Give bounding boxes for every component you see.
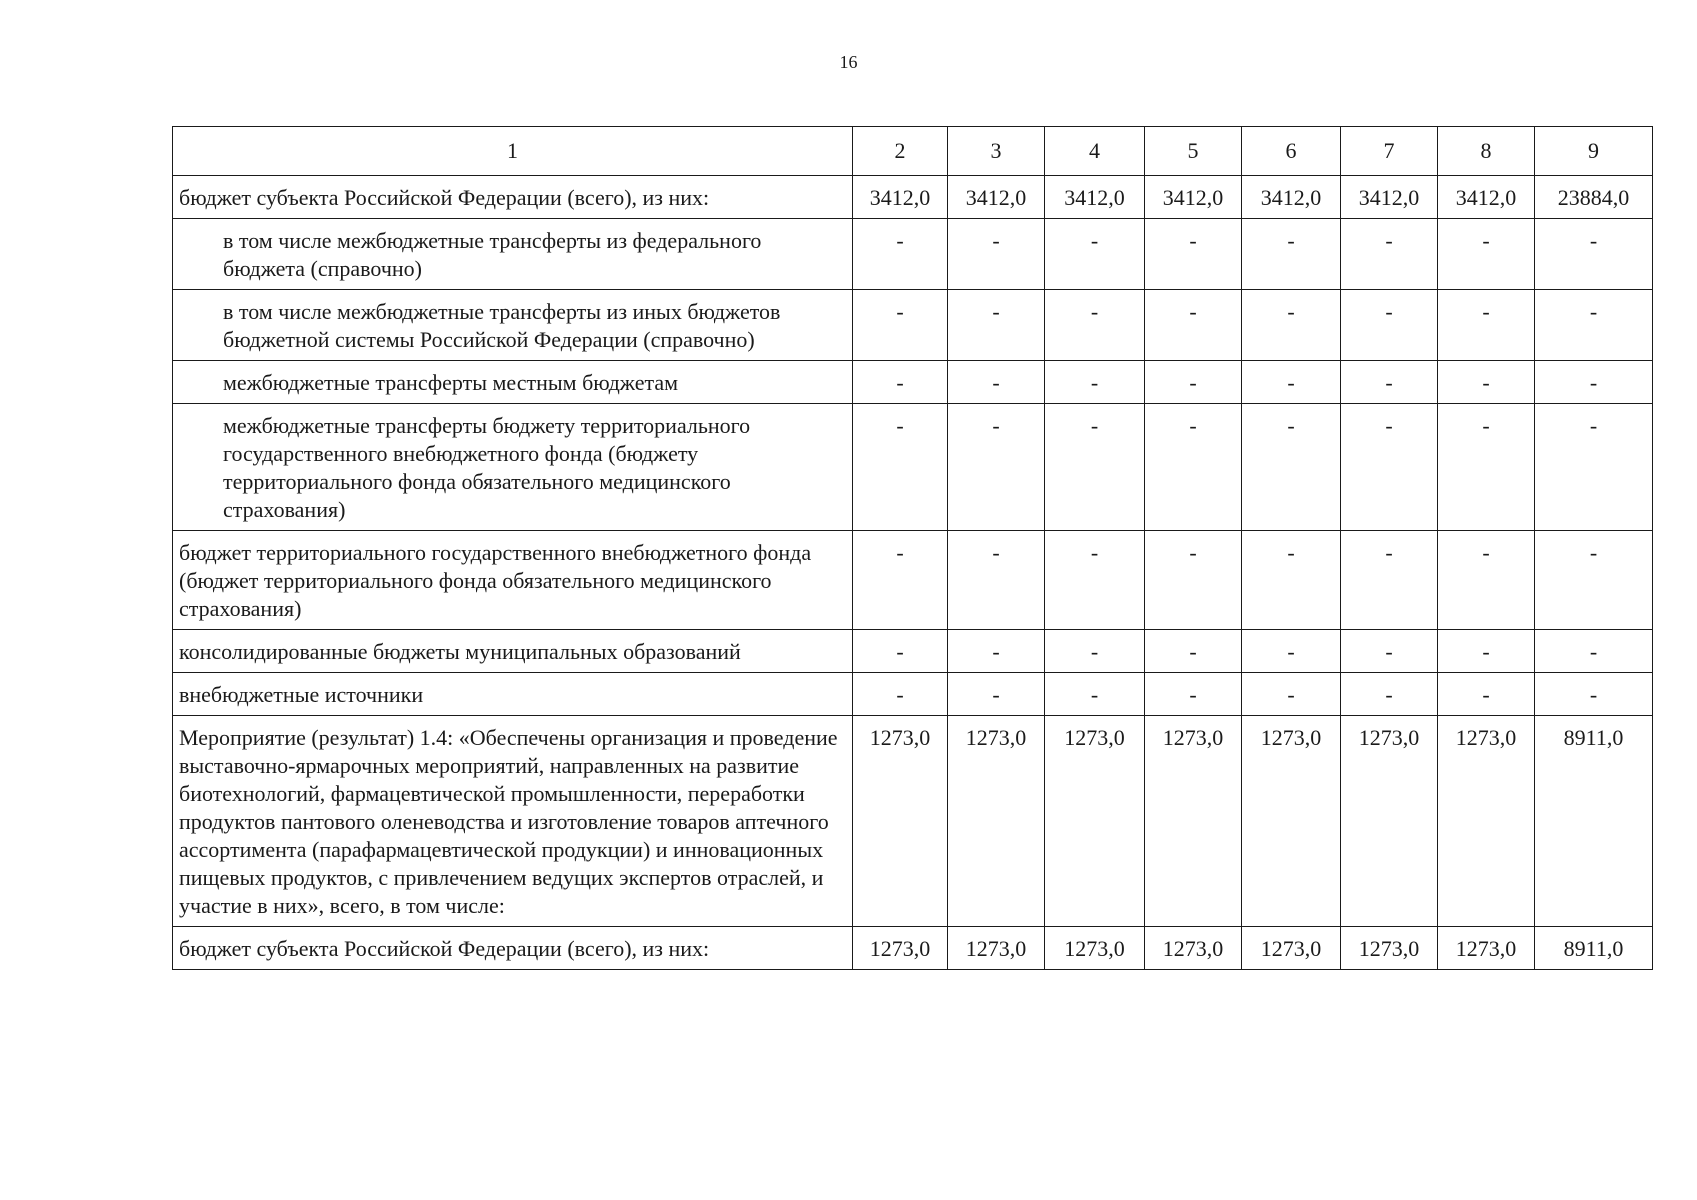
- header-cell: 2: [853, 127, 948, 176]
- value-cell: -: [1341, 630, 1438, 673]
- value-cell: 1273,0: [948, 716, 1045, 927]
- value-cell: -: [948, 404, 1045, 531]
- value-cell: -: [1242, 630, 1341, 673]
- table-row: [173, 630, 1653, 673]
- value-cell: 1273,0: [853, 927, 948, 970]
- row-label: бюджет территориального государственного внебюджетного фонда (бюджет территориального фонда обязательного медицинского страхования): [173, 531, 853, 630]
- table-row: [173, 716, 1653, 927]
- header-cell: 6: [1242, 127, 1341, 176]
- header-cell: 3: [948, 127, 1045, 176]
- value-cell: 3412,0: [1145, 176, 1242, 219]
- value-cell: 3412,0: [1341, 176, 1438, 219]
- table-row: [173, 219, 1653, 290]
- value-cell: -: [1438, 361, 1535, 404]
- table-row: [173, 176, 1653, 219]
- value-cell: -: [1341, 404, 1438, 531]
- value-cell: -: [1145, 630, 1242, 673]
- value-cell: -: [1341, 290, 1438, 361]
- row-label: Мероприятие (результат) 1.4: «Обеспечены организация и проведение выставочно-ярмарочных мероприятий, направленных на развитие биотехнологий, фармацевтической промышленности, переработки продуктов пантового оленеводства и изготовление товаров аптечного ассортимента (парафармацевтической продукции) и инновационных пищевых продуктов, с привлечением ведущих экспертов отраслей, и участие в них», всего, в том числе:: [173, 716, 853, 927]
- value-cell: -: [1535, 290, 1653, 361]
- value-cell: -: [948, 290, 1045, 361]
- value-cell: 1273,0: [853, 716, 948, 927]
- table-row: [173, 927, 1653, 970]
- table-row: [173, 290, 1653, 361]
- value-cell: -: [1045, 219, 1145, 290]
- row-label: межбюджетные трансферты местным бюджетам: [173, 361, 853, 404]
- value-cell: 1273,0: [1145, 927, 1242, 970]
- value-cell: -: [1535, 673, 1653, 716]
- value-cell: -: [948, 630, 1045, 673]
- row-label: бюджет субъекта Российской Федерации (всего), из них:: [173, 176, 853, 219]
- value-cell: -: [1438, 630, 1535, 673]
- value-cell: -: [1438, 219, 1535, 290]
- table-row: [173, 361, 1653, 404]
- value-cell: 1273,0: [1045, 716, 1145, 927]
- value-cell: -: [1145, 290, 1242, 361]
- value-cell: 23884,0: [1535, 176, 1653, 219]
- table-row: [173, 673, 1653, 716]
- header-cell: 7: [1341, 127, 1438, 176]
- value-cell: -: [1145, 219, 1242, 290]
- value-cell: -: [1535, 219, 1653, 290]
- value-cell: -: [1045, 673, 1145, 716]
- value-cell: 1273,0: [1045, 927, 1145, 970]
- header-row: [173, 127, 1653, 176]
- header-cell: 4: [1045, 127, 1145, 176]
- table-row: [173, 531, 1653, 630]
- value-cell: -: [948, 219, 1045, 290]
- value-cell: -: [1145, 673, 1242, 716]
- value-cell: -: [1535, 630, 1653, 673]
- value-cell: 1273,0: [1341, 716, 1438, 927]
- value-cell: 8911,0: [1535, 716, 1653, 927]
- table-body: [173, 176, 1653, 970]
- value-cell: 1273,0: [1242, 927, 1341, 970]
- value-cell: 3412,0: [1438, 176, 1535, 219]
- value-cell: 1273,0: [948, 927, 1045, 970]
- value-cell: -: [948, 531, 1045, 630]
- value-cell: 3412,0: [1242, 176, 1341, 219]
- header-cell: 5: [1145, 127, 1242, 176]
- value-cell: -: [853, 404, 948, 531]
- value-cell: -: [1242, 290, 1341, 361]
- header-cell: 1: [173, 127, 853, 176]
- value-cell: -: [1045, 290, 1145, 361]
- value-cell: 1273,0: [1145, 716, 1242, 927]
- budget-table: [172, 126, 1653, 970]
- value-cell: 3412,0: [1045, 176, 1145, 219]
- value-cell: -: [1438, 290, 1535, 361]
- value-cell: -: [853, 219, 948, 290]
- value-cell: 3412,0: [853, 176, 948, 219]
- value-cell: -: [1242, 219, 1341, 290]
- value-cell: 1273,0: [1242, 716, 1341, 927]
- value-cell: -: [1341, 219, 1438, 290]
- value-cell: -: [1438, 673, 1535, 716]
- value-cell: -: [1242, 673, 1341, 716]
- value-cell: -: [1145, 531, 1242, 630]
- value-cell: -: [1535, 531, 1653, 630]
- value-cell: -: [1242, 361, 1341, 404]
- value-cell: 8911,0: [1535, 927, 1653, 970]
- value-cell: 1273,0: [1438, 716, 1535, 927]
- value-cell: -: [1145, 361, 1242, 404]
- value-cell: -: [853, 361, 948, 404]
- row-label: внебюджетные источники: [173, 673, 853, 716]
- value-cell: 1273,0: [1438, 927, 1535, 970]
- value-cell: -: [1145, 404, 1242, 531]
- value-cell: -: [1535, 404, 1653, 531]
- value-cell: -: [1045, 531, 1145, 630]
- value-cell: 3412,0: [948, 176, 1045, 219]
- value-cell: -: [948, 361, 1045, 404]
- value-cell: 1273,0: [1341, 927, 1438, 970]
- value-cell: -: [853, 673, 948, 716]
- table-header: [173, 127, 1653, 176]
- value-cell: -: [1341, 531, 1438, 630]
- row-label: в том числе межбюджетные трансферты из иных бюджетов бюджетной системы Российской Федерации (справочно): [173, 290, 853, 361]
- value-cell: -: [853, 531, 948, 630]
- table-row: [173, 404, 1653, 531]
- value-cell: -: [1341, 673, 1438, 716]
- row-label: в том числе межбюджетные трансферты из федерального бюджета (справочно): [173, 219, 853, 290]
- header-cell: 8: [1438, 127, 1535, 176]
- row-label: межбюджетные трансферты бюджету территориального государственного внебюджетного фонда (бюджету территориального фонда обязательного медицинского страхования): [173, 404, 853, 531]
- page-number: 16: [839, 52, 858, 72]
- value-cell: -: [1341, 361, 1438, 404]
- value-cell: -: [1045, 630, 1145, 673]
- value-cell: -: [1242, 531, 1341, 630]
- header-cell: 9: [1535, 127, 1653, 176]
- row-label: бюджет субъекта Российской Федерации (всего), из них:: [173, 927, 853, 970]
- value-cell: -: [1045, 361, 1145, 404]
- value-cell: -: [1045, 404, 1145, 531]
- value-cell: -: [1535, 361, 1653, 404]
- value-cell: -: [948, 673, 1045, 716]
- value-cell: -: [1438, 531, 1535, 630]
- value-cell: -: [1242, 404, 1341, 531]
- row-label: консолидированные бюджеты муниципальных образований: [173, 630, 853, 673]
- value-cell: -: [853, 630, 948, 673]
- value-cell: -: [853, 290, 948, 361]
- value-cell: -: [1438, 404, 1535, 531]
